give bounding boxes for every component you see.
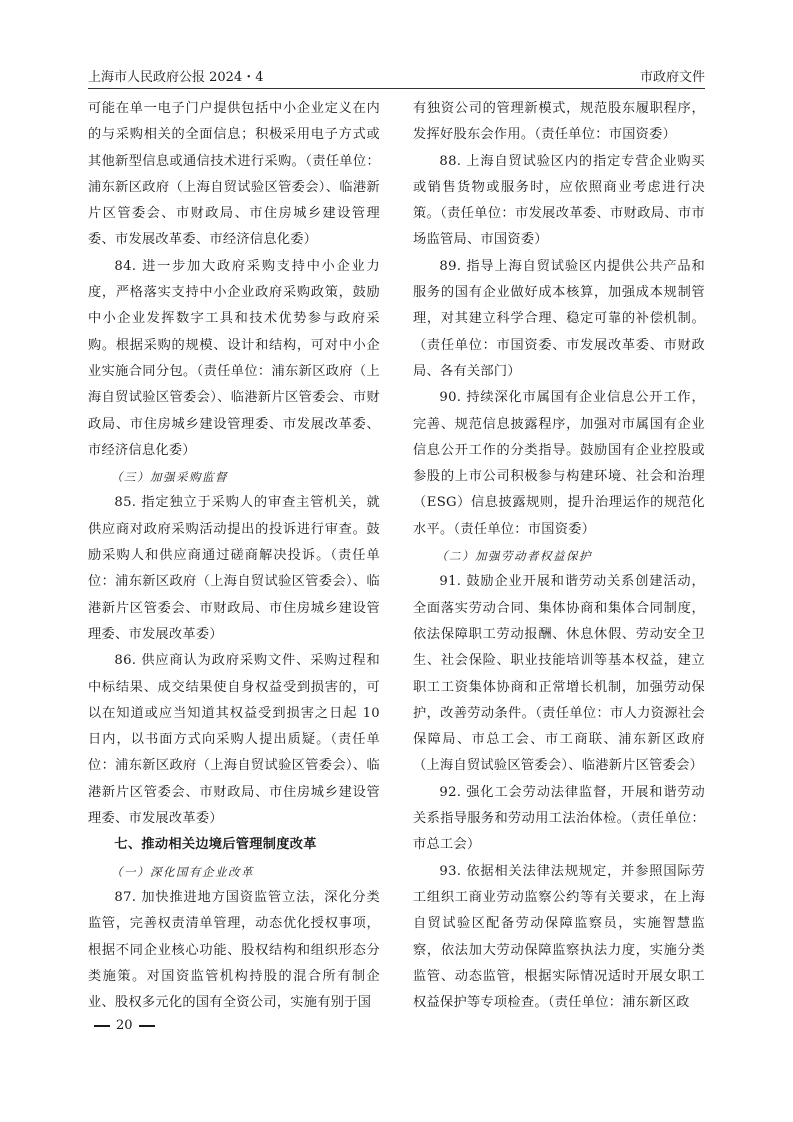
footer-dash-left (94, 1025, 110, 1027)
paragraph-89: 89. 指导上海自贸试验区内提供公共产品和服务的国有企业做好成本核算，加强成本规制管理，对其建立科学合理、稳定可靠的补偿机制。（责任单位：市国资委、市发展改革委、市财政局、各有关部门） (413, 258, 705, 379)
left-column (88, 96, 380, 1016)
paragraph-85: 85. 指定独立于采购人的审查主管机关，就供应商对政府采购活动提出的投诉进行审查。鼓励采购人和供应商通过磋商解决投诉。（责任单位：浦东新区政府（上海自贸试验区管委会）、临港新片区管委会、市财政局、市住房城乡建设管理委、市发展改革委） (88, 495, 380, 642)
page-footer (88, 1018, 161, 1033)
paragraph-continued: 可能在单一电子门户提供包括中小企业定义在内的与采购相关的全面信息；积极采用电子方式或其他新型信息或通信技术进行采购。（责任单位：浦东新区政府（上海自贸试验区管委会）、临港新片区管委会、市财政局、市住房城乡建设管理委、市发展改革委、市经济信息化委） (88, 101, 380, 248)
footer-dash-right (139, 1025, 155, 1027)
section-heading-7: 七、推动相关边境后管理制度改革 (114, 837, 317, 853)
subheading-labor-rights: （二）加强劳动者权益保护 (436, 549, 592, 564)
paragraph-86: 86. 供应商认为政府采购文件、采购过程和中标结果、成交结果使自身权益受到损害的，可以在知道或应当知道其权益受到损害之日起 10 日内，以书面方式向采购人提出质疑。（责任单位：浦东新区政府（上海自贸试验区管委会）、临港新片区管委会、市财政局、市住房城乡建设管理委、市发展改革委） (88, 653, 380, 827)
paragraph-87: 87. 加快推进地方国资监管立法，深化分类监管，完善权责清单管理，动态优化授权事项，根据不同企业核心功能、股权结构和组织形态分类施策。对国资监管机构持股的混合所有制企业、股权多元化的国有全资公司，实施有别于国 (88, 889, 380, 1011)
header-divider (88, 88, 705, 89)
paragraph-88: 88. 上海自贸试验区内的指定专营企业购买或销售货物或服务时，应依照商业考虑进行决策。（责任单位：市发展改革委、市财政局、市市场监管局、市国资委） (413, 153, 705, 248)
paragraph-93: 93. 依据相关法律法规规定，并参照国际劳工组织工商业劳动监察公约等有关要求，在上海自贸试验区配备劳动保障监察员，实施智慧监察，依法加大劳动保障监察执法力度，实施分类监管、动态监管，根据实际情况适时开展女职工权益保护等专项检查。（责任单位：浦东新区政 (413, 863, 705, 1011)
paragraph-87-continued: 有独资公司的管理新模式，规范股东履职程序，发挥好股东会作用。（责任单位：市国资委） (413, 101, 705, 143)
paragraph-90: 90. 持续深化市属国有企业信息公开工作，完善、规范信息披露程序，加强对市属国有企业信息公开工作的分类指导。鼓励国有企业控股或参股的上市公司积极参与构建环境、社会和治理（ESG）信息披露规则，提升治理运作的规范化水平。（责任单位：市国资委） (413, 390, 705, 537)
paragraph-91: 91. 鼓励企业开展和谐劳动关系创建活动，全面落实劳动合同、集体协商和集体合同制度，依法保障职工劳动报酬、休息休假、劳动安全卫生、社会保险、职业技能培训等基本权益，建立职工工资集体协商和正常增长机制，加强劳动保护，改善劳动条件。（责任单位：市人力资源社会保障局、市总工会、市工商联、浦东新区政府（上海自贸试验区管委会）、临港新片区管委会） (413, 574, 705, 774)
paragraph-92: 92. 强化工会劳动法律监督，开展和谐劳动关系指导服务和劳动用工法治体检。（责任单位：市总工会） (413, 784, 705, 853)
page-header (88, 64, 705, 88)
section-title: 市政府文件 (639, 70, 705, 85)
right-column (413, 96, 705, 1016)
subheading-soe-reform: （一）深化国有企业改革 (111, 864, 254, 879)
paragraph-84: 84. 进一步加大政府采购支持中小企业力度，严格落实支持中小企业政府采购政策，鼓励中小企业发挥数字工具和技术优势参与政府采购。根据采购的规模、设计和结构，可对中小企业实施合同分包。（责任单位：浦东新区政府（上海自贸试验区管委会）、临港新片区管委会、市财政局、市住房城乡建设管理委、市发展改革委、市经济信息化委） (88, 258, 380, 458)
page-number: 20 (116, 1018, 133, 1033)
journal-title: 上海市人民政府公报 2024・4 (88, 70, 264, 85)
subheading-procurement-oversight: （三）加强采购监督 (111, 470, 228, 485)
